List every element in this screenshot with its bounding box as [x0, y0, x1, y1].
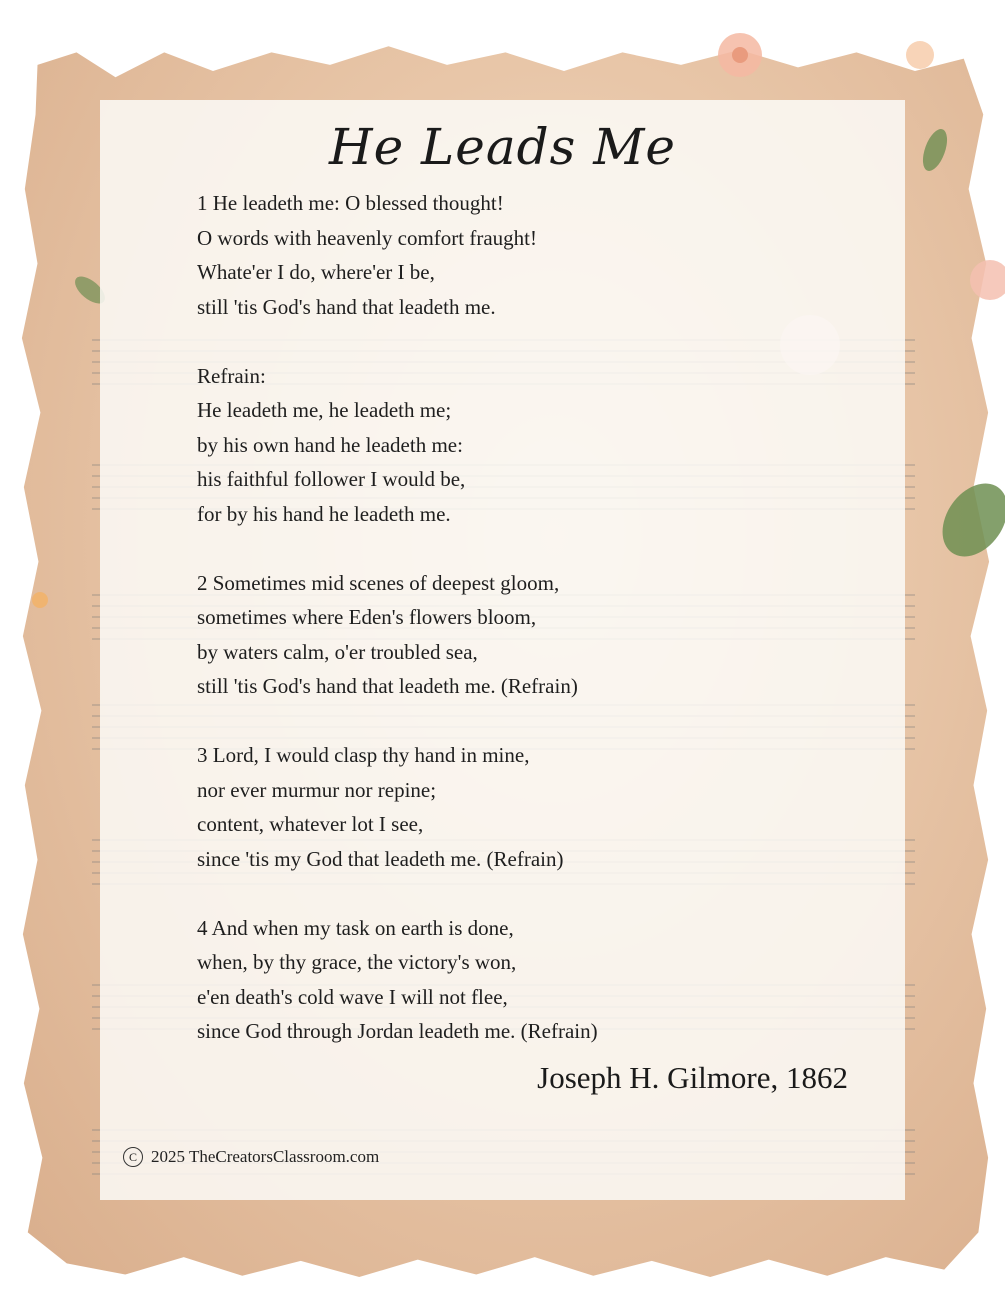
copyright-icon: C — [123, 1147, 143, 1167]
lyric-line: since 'tis my God that leadeth me. (Refrain) — [197, 846, 564, 871]
footer-text: 2025 TheCreatorsClassroom.com — [151, 1147, 380, 1166]
lyric-line: when, by thy grace, the victory's won, — [197, 950, 517, 974]
lyric-line: 1 He leadeth me: O blessed thought! — [197, 191, 504, 215]
stanza-1 — [197, 186, 837, 324]
lyric-line: for by his hand he leadeth me. — [197, 501, 451, 526]
lyric-line: O words with heavenly comfort fraught! — [197, 225, 537, 250]
lyric-line: since God through Jordan leadeth me. (Refrain) — [197, 1019, 598, 1043]
lyric-line: still 'tis God's hand that leadeth me. — [197, 294, 496, 319]
lyric-line: sometimes where Eden's flowers bloom, — [197, 605, 537, 629]
lyrics-body — [197, 186, 837, 1083]
lyric-line: 2 Sometimes mid scenes of deepest gloom, — [197, 570, 560, 595]
stanza-3 — [197, 738, 837, 876]
stanza-4 — [197, 911, 837, 1049]
author-credit: Joseph H. Gilmore, 1862 — [537, 1060, 848, 1095]
lyric-line: He leadeth me, he leadeth me; — [197, 398, 452, 422]
refrain — [197, 359, 837, 532]
lyric-line: 4 And when my task on earth is done, — [197, 915, 514, 940]
lyric-line: by his own hand he leadeth me: — [197, 432, 463, 457]
lyric-line: content, whatever lot I see, — [197, 812, 424, 836]
refrain-heading: Refrain: — [197, 363, 266, 388]
lyric-line: his faithful follower I would be, — [197, 467, 466, 491]
stanza-2 — [197, 566, 837, 704]
copyright-footer — [123, 1147, 379, 1167]
lyric-line: 3 Lord, I would clasp thy hand in mine, — [197, 743, 530, 767]
song-title: He Leads Me — [328, 118, 677, 176]
lyric-line: still 'tis God's hand that leadeth me. (Refrain) — [197, 674, 578, 698]
lyric-line: e'en death's cold wave I will not flee, — [197, 984, 508, 1009]
lyric-line: by waters calm, o'er troubled sea, — [197, 639, 478, 664]
lyric-line: nor ever murmur nor repine; — [197, 777, 437, 802]
lyric-line: Whate'er I do, where'er I be, — [197, 260, 435, 284]
